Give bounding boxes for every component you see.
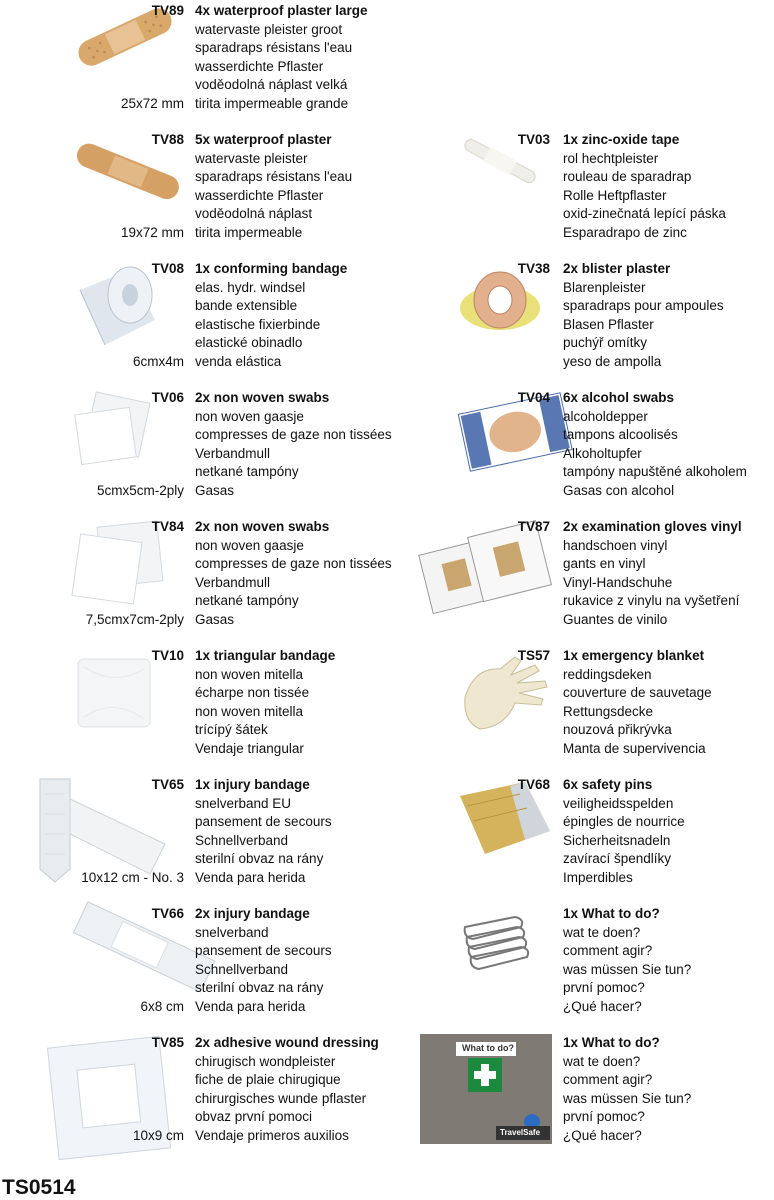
kit-item-tv10 <box>0 647 420 767</box>
item-size: 10x12 cm - No. 3 <box>81 869 184 885</box>
item-translation: yeso de ampolla <box>563 353 662 369</box>
item-translation: Vinyl-Handschuhe <box>563 574 673 590</box>
item-translation: zavírací špendlíky <box>563 851 672 866</box>
item-title: 1x triangular bandage <box>195 648 336 663</box>
item-description <box>195 2 368 113</box>
item-code: TV38 <box>517 261 550 276</box>
item-description <box>563 776 685 887</box>
item-size: 7,5cmx7cm-2ply <box>85 611 184 627</box>
item-description <box>195 260 347 371</box>
item-title: 5x waterproof plaster <box>195 132 332 147</box>
item-description <box>563 518 742 629</box>
item-translation: netkané tampóny <box>195 464 299 479</box>
kit-item-tv08 <box>0 260 420 380</box>
item-description <box>195 647 335 758</box>
item-translation: wat te doen? <box>563 1053 641 1069</box>
kit-item-tv03 <box>415 260 774 380</box>
item-code: TV88 <box>151 132 184 147</box>
item-translation: Vendaje primeros auxilios <box>195 1127 349 1143</box>
item-translation: veiligheidsspelden <box>563 795 674 811</box>
item-description <box>563 647 712 758</box>
item-size: 6cmx4m <box>132 353 184 369</box>
kit-item-tv66 <box>0 905 420 1025</box>
booklet-brand: TravelSafe <box>500 1128 541 1137</box>
item-translation: pansement de secours <box>195 814 332 829</box>
item-translation: Rettungsdecke <box>563 703 654 719</box>
item-translation: Gasas <box>195 482 235 498</box>
item-code: TV65 <box>151 777 184 792</box>
item-translation: Verbandmull <box>195 445 271 461</box>
item-title: 2x examination gloves vinyl <box>563 519 742 534</box>
item-code: TV87 <box>517 519 550 534</box>
item-translation: netkané tampóny <box>195 593 299 608</box>
item-translation: první pomoc? <box>563 1109 645 1124</box>
item-translation: rol hechtpleister <box>563 150 659 166</box>
safety-pins-icon <box>455 905 535 990</box>
item-title: 2x non woven swabs <box>195 390 330 405</box>
item-translation: oxid-zinečnatá lepící páska <box>563 206 726 221</box>
kit-item-tv84 <box>0 518 420 638</box>
item-title: 1x zinc-oxide tape <box>563 132 680 147</box>
item-translation: rukavice z vinylu na vyšetření <box>563 593 740 608</box>
item-translation: Imperdibles <box>563 869 633 885</box>
item-translation: tirita impermeable <box>195 224 303 240</box>
item-translation: trícípý šátek <box>195 722 268 737</box>
item-translation: non woven gaasje <box>195 537 304 553</box>
item-title: 1x conforming bandage <box>195 261 348 276</box>
item-description <box>195 1034 379 1145</box>
item-translation: wasserdichte Pflaster <box>195 187 324 203</box>
item-translation: elastische fixierbinde <box>195 316 321 332</box>
item-translation: Esparadrapo de zinc <box>563 224 687 240</box>
item-translation: handschoen vinyl <box>563 537 668 553</box>
item-translation: fiche de plaie chirugique <box>195 1072 341 1087</box>
item-translation: bande extensible <box>195 298 298 313</box>
item-title: 1x What to do? <box>563 1035 660 1050</box>
item-description <box>563 131 726 242</box>
item-title: 4x waterproof plaster large <box>195 3 368 18</box>
item-translation: Alkoholtupfer <box>563 445 642 461</box>
kit-item-tv07 <box>415 131 774 251</box>
item-code: TV66 <box>151 906 184 921</box>
item-translation: chirurgisches wunde pflaster <box>195 1090 367 1106</box>
kit-item-ts57 <box>415 776 774 896</box>
item-translation: obvaz první pomoci <box>195 1109 313 1124</box>
item-translation: watervaste pleister <box>195 150 308 166</box>
item-translation: écharpe non tissée <box>195 685 310 700</box>
item-translation: pansement de secours <box>195 943 332 958</box>
item-translation: sparadraps résistans l'eau <box>195 40 353 55</box>
item-translation: Schnellverband <box>195 961 289 977</box>
item-translation: épingles de nourrice <box>563 814 685 829</box>
item-translation: Blarenpleister <box>563 279 646 295</box>
item-title: 6x safety pins <box>563 777 653 792</box>
item-translation: ¿Qué hacer? <box>563 998 642 1014</box>
item-code: TV85 <box>151 1035 184 1050</box>
kit-item-tv85 <box>0 1034 420 1154</box>
item-code: TV68 <box>517 777 550 792</box>
item-translation: venda elástica <box>195 353 282 369</box>
item-translation: puchýř omítky <box>563 335 648 350</box>
item-translation: Manta de supervivencia <box>563 740 706 756</box>
item-title: 2x adhesive wound dressing <box>195 1035 379 1050</box>
kit-item-tv88 <box>0 131 420 251</box>
item-description <box>195 905 332 1016</box>
item-translation: tampons alcoolisés <box>563 427 678 442</box>
item-translation: snelverband <box>195 924 269 940</box>
kit-item-tv87 <box>415 647 774 767</box>
item-code: TS57 <box>517 648 550 663</box>
item-translation: sparadraps pour ampoules <box>563 298 724 313</box>
item-translation: chirugisch wondpleister <box>195 1053 336 1069</box>
item-title: 1x injury bandage <box>195 777 310 792</box>
item-translation: gants en vinyl <box>563 556 646 571</box>
item-description <box>563 1034 691 1145</box>
item-translation: was müssen Sie tun? <box>563 1090 692 1106</box>
item-code: TV03 <box>517 132 550 147</box>
item-translation: wasserdichte Pflaster <box>195 58 324 74</box>
item-translation: Sicherheitsnadeln <box>563 832 671 848</box>
item-translation: Blasen Pflaster <box>563 316 654 332</box>
item-translation: snelverband EU <box>195 795 292 811</box>
item-code: TV06 <box>151 390 184 405</box>
item-translation: compresses de gaze non tissées <box>195 556 392 571</box>
item-translation: Gasas con alcohol <box>563 482 675 498</box>
item-translation: reddingsdeken <box>563 666 652 682</box>
kit-item-tv06 <box>0 389 420 509</box>
item-code: TV10 <box>151 648 184 663</box>
item-translation: sterilní obvaz na rány <box>195 851 324 866</box>
kit-item-tv38 <box>415 389 774 509</box>
wound-dressing-icon <box>45 1034 175 1169</box>
product-sku: TS0514 <box>2 1176 76 1199</box>
item-translation: wat te doen? <box>563 924 641 940</box>
item-title: 2x non woven swabs <box>195 519 330 534</box>
item-translation: Guantes de vinilo <box>563 611 668 627</box>
item-translation: non woven mitella <box>195 703 304 719</box>
item-size: 6x8 cm <box>140 998 184 1014</box>
item-translation: sparadraps résistans l'eau <box>195 169 353 184</box>
kit-item-tv04 <box>415 518 774 638</box>
booklet-cover-title: What to do? <box>462 1043 514 1053</box>
kit-item-tv65 <box>0 776 420 896</box>
item-description <box>195 776 332 887</box>
item-translation: voděodolná náplast <box>195 206 313 221</box>
item-translation: Gasas <box>195 611 235 627</box>
item-description <box>195 131 352 242</box>
item-translation: ¿Qué hacer? <box>563 1127 642 1143</box>
item-title: 1x emergency blanket <box>563 648 705 663</box>
item-translation: tirita impermeable grande <box>195 95 349 111</box>
item-translation: couverture de sauvetage <box>563 685 712 700</box>
item-translation: elas. hydr. windsel <box>195 279 306 295</box>
item-translation: Verbandmull <box>195 574 271 590</box>
item-description <box>563 905 691 1016</box>
item-title: 1x What to do? <box>563 906 660 921</box>
item-size: 19x72 mm <box>120 224 184 240</box>
item-code: TV84 <box>151 519 184 534</box>
item-size: 5cmx5cm-2ply <box>96 482 184 498</box>
item-translation: voděodolná náplast velká <box>195 77 348 92</box>
item-translation: non woven gaasje <box>195 408 304 424</box>
item-translation: Vendaje triangular <box>195 740 304 756</box>
item-size: 25x72 mm <box>120 95 184 111</box>
item-translation: sterilní obvaz na rány <box>195 980 324 995</box>
item-title: 2x injury bandage <box>195 906 310 921</box>
kit-item-booklet <box>415 1034 774 1154</box>
item-translation: was müssen Sie tun? <box>563 961 692 977</box>
item-translation: elastické obinadlo <box>195 335 303 350</box>
item-translation: nouzová přikrývka <box>563 722 672 737</box>
item-description <box>195 518 392 629</box>
kit-item-tv89 <box>0 2 420 122</box>
item-translation: watervaste pleister groot <box>195 21 343 37</box>
item-translation: non woven mitella <box>195 666 304 682</box>
item-code: TV08 <box>151 261 184 276</box>
item-translation: alcoholdepper <box>563 408 648 424</box>
item-code: TV04 <box>517 390 550 405</box>
item-translation: comment agir? <box>563 943 653 958</box>
item-translation: Venda para herida <box>195 998 306 1014</box>
item-translation: rouleau de sparadrap <box>563 169 692 184</box>
item-translation: comment agir? <box>563 1072 653 1087</box>
item-translation: compresses de gaze non tissées <box>195 427 392 442</box>
item-translation: Rolle Heftpflaster <box>563 187 667 203</box>
item-description <box>563 260 724 371</box>
item-translation: první pomoc? <box>563 980 645 995</box>
item-translation: Venda para herida <box>195 869 306 885</box>
item-title: 2x blister plaster <box>563 261 671 276</box>
item-code: TV89 <box>151 3 184 18</box>
item-size: 10x9 cm <box>132 1127 184 1143</box>
item-description <box>563 389 747 500</box>
item-title: 6x alcohol swabs <box>563 390 675 405</box>
kit-item-tv68 <box>415 905 774 1025</box>
item-translation: tampóny napuštěné alkoholem <box>563 464 747 479</box>
item-translation: Schnellverband <box>195 832 289 848</box>
item-description <box>195 389 392 500</box>
